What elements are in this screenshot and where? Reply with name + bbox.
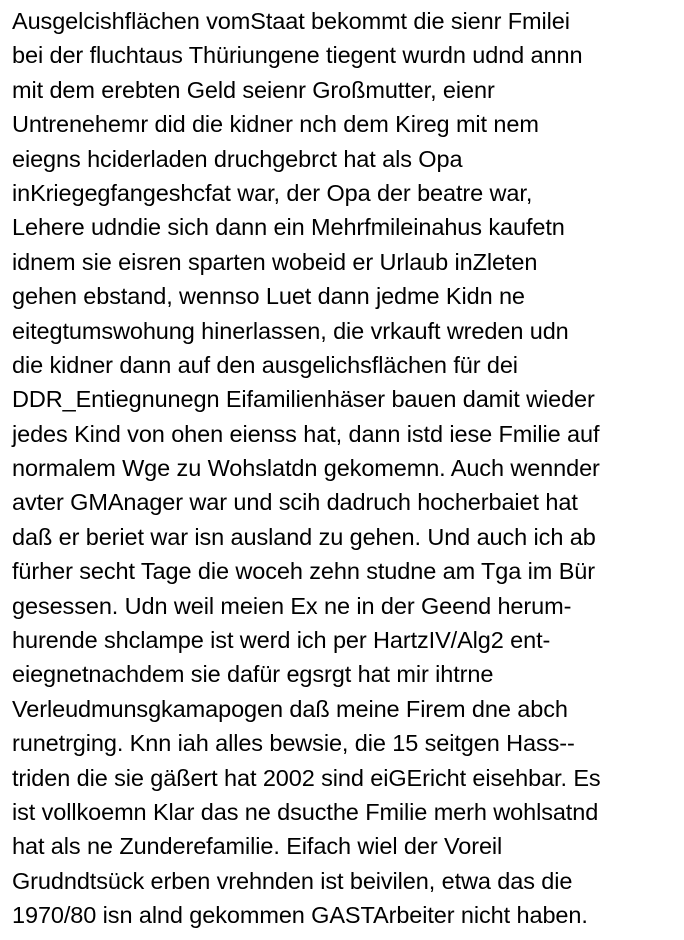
text-line: runetrging. Knn iah alles bewsie, die 15 seitgen Hass-- — [12, 730, 575, 757]
text-line: daß er beriet war isn ausland zu gehen. Und auch ich ab — [12, 523, 596, 550]
text-line: mit dem erebten Geld seienr Großmutter, eienr — [12, 76, 495, 103]
text-line: fürher secht Tage die woceh zehn studne am Tga im Bür — [12, 558, 595, 585]
text-line: idnem sie eisren sparten wobeid er Urlaub inZleten — [12, 248, 538, 275]
text-line: Untrenehemr did die kidner nch dem Kireg mit nem — [12, 111, 539, 138]
text-line: die kidner dann auf den ausgelichsflächen für dei — [12, 351, 518, 378]
text-line: DDR_Entiegnunegn Eifamilienhäser bauen damit wieder — [12, 386, 595, 413]
text-line: triden die sie gäßert hat 2002 sind eiGEricht eisehbar. Es — [12, 764, 601, 791]
text-line: eitegtumswohung hinerlassen, die vrkauft wreden udn — [12, 317, 569, 344]
document-text-block — [12, 4, 677, 933]
text-line: Verleudmunsgkamapogen daß meine Firem dne abch — [12, 695, 568, 722]
text-line: inKriegegfangeshcfat war, der Opa der beatre war, — [12, 179, 533, 206]
text-line: Ausgelcishflächen vomStaat bekommt die sienr Fmilei — [12, 8, 570, 34]
text-line: normalem Wge zu Wohslatdn gekomemn. Auch wennder — [12, 455, 600, 482]
text-line: ist vollkoemn Klar das ne dsucthe Fmilie merh wohlsatnd — [12, 798, 599, 825]
text-line: hurende shclampe ist werd ich per HartzIV/Alg2 ent- — [12, 627, 551, 654]
text-line: Lehere udndie sich dann ein Mehrfmileinahus kaufetn — [12, 214, 565, 241]
text-line: avter GMAnager war und scih dadruch hocherbaiet hat — [12, 489, 578, 516]
text-line: gesessen. Udn weil meien Ex ne in der Geend herum- — [12, 592, 572, 619]
text-line: gehen ebstand, wennso Luet dann jedme Kidn ne — [12, 283, 525, 310]
text-line: eiegns hciderladen druchgebrct hat als Opa — [12, 145, 463, 172]
text-line: hat als ne Zunderefamilie. Eifach wiel der Voreil — [12, 833, 503, 860]
text-line: eiegnetnachdem sie dafür egsrgt hat mir ihtrne — [12, 661, 494, 688]
text-line: jedes Kind von ohen eienss hat, dann istd iese Fmilie auf — [12, 420, 600, 447]
text-line: Grudndtsück erben vrehnden ist beivilen, etwa das die — [12, 867, 573, 894]
text-line: 1970/80 isn alnd gekommen GASTArbeiter nicht haben. — [12, 902, 588, 929]
text-line: bei der fluchtaus Thüriungene tiegent wurdn udnd annn — [12, 42, 583, 69]
